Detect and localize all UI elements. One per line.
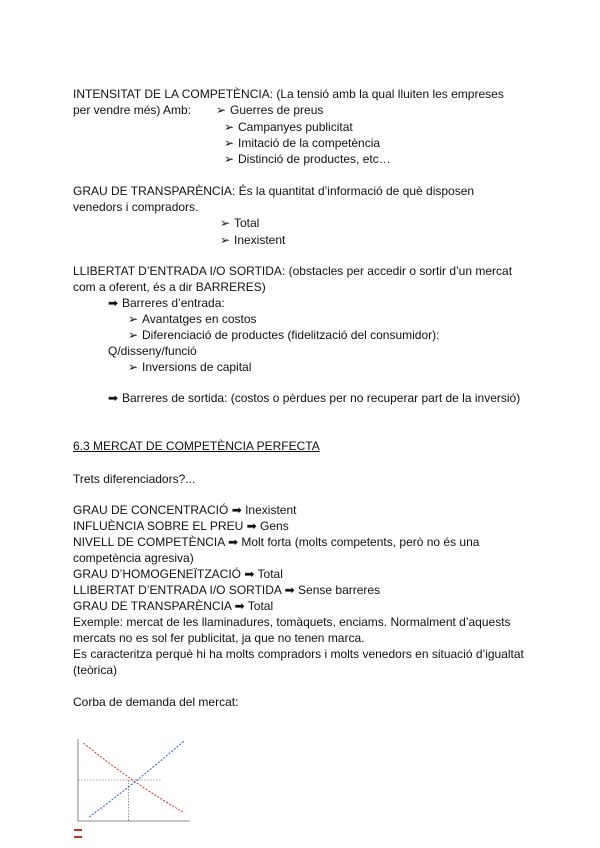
arrow-bullet-icon: ➢	[128, 312, 139, 326]
bullet-item-2: ➢ Campanyes publicitat	[224, 120, 353, 134]
trait-row: GRAU DE TRANSPARÈNCIA ➡ Total	[73, 599, 274, 613]
traits-intro: Trets diferenciadors?...	[73, 472, 196, 486]
supply-curve	[89, 741, 184, 817]
supply-demand-chart	[70, 735, 200, 845]
characterization-line2: (teòrica)	[73, 663, 118, 677]
transparency-line1: GRAU DE TRANSPARÈNCIA: És la quantitat d’informació de què disposen	[73, 184, 475, 198]
right-arrow-icon: ➡	[108, 391, 119, 405]
right-arrow-icon: ➡	[244, 567, 255, 581]
characterization-line1: Es caracteritza perquè hi ha molts compradors i molts venedors en situació d’igualtat	[73, 647, 524, 661]
entry-barriers: ➡ Barreres d’entrada:	[108, 296, 225, 310]
right-arrow-icon: ➡	[234, 599, 245, 613]
legend-swatch-supply	[74, 836, 82, 838]
bullet-total: ➢ Total	[220, 216, 260, 230]
right-arrow-icon: ➡	[284, 583, 295, 597]
right-arrow-icon: ➡	[227, 535, 238, 549]
bullet-item-1: ➢ Guerres de preus	[216, 103, 324, 117]
sub-item-costs: ➢ Avantatges en costos	[128, 312, 257, 326]
bullet-item-3: ➢ Imitació de la competència	[224, 136, 381, 150]
entry-exit-line1: LLIBERTAT D’ENTRADA I/O SORTIDA: (obstacles per accedir o sortir d’un mercat	[73, 264, 513, 278]
exit-barriers: ➡ Barreres de sortida: (costos o pèrdues per no recuperar part de la inversió)	[108, 391, 521, 405]
trait-row: NIVELL DE COMPETÈNCIA ➡ Molt forta (molts competents, però no és una	[73, 535, 480, 549]
transparency-line2: venedors i compradors.	[73, 200, 199, 214]
demand-curve-caption: Corba de demanda del mercat:	[73, 695, 239, 709]
example-line2: mercats no es sol fer publicitat, ja que no tenen marca.	[73, 631, 365, 645]
right-arrow-icon: ➡	[108, 296, 119, 310]
differentiation-continued: Q/disseny/funció	[108, 344, 197, 358]
sub-item-differentiation: ➢ Diferenciació de productes (fidelització del consumidor):	[128, 328, 440, 342]
section-heading: 6.3 MERCAT DE COMPETÈNCIA PERFECTA	[73, 439, 320, 453]
trait-row: LLIBERTAT D’ENTRADA I/O SORTIDA ➡ Sense barreres	[73, 583, 381, 597]
arrow-bullet-icon: ➢	[216, 103, 227, 117]
example-line1: Exemple: mercat de les llaminadures, tomàquets, enciams. Normalment d’aquests	[73, 615, 511, 629]
trait-row: GRAU D’HOMOGENEÏTZACIÓ ➡ Total	[73, 567, 283, 581]
competition-intensity-line1: INTENSITAT DE LA COMPETÈNCIA: (La tensió amb la qual lluiten les empreses	[73, 87, 504, 101]
competition-intensity-line2: per vendre més) Amb:	[73, 103, 192, 117]
arrow-bullet-icon: ➢	[128, 360, 139, 374]
trait-row: INFLUÈNCIA SOBRE EL PREU ➡ Gens	[73, 519, 289, 533]
arrow-bullet-icon: ➢	[220, 216, 231, 230]
trait-row-continued: competència agresiva)	[73, 551, 194, 565]
bullet-item-4: ➢ Distinció de productes, etc…	[224, 152, 391, 166]
bullet-inexistent: ➢ Inexistent	[220, 233, 286, 247]
entry-exit-line2: com a oferent, és a dir BARRERES)	[73, 280, 266, 294]
trait-row: GRAU DE CONCENTRACIÓ ➡ Inexistent	[73, 503, 297, 517]
right-arrow-icon: ➡	[246, 519, 257, 533]
arrow-bullet-icon: ➢	[224, 136, 235, 150]
arrow-bullet-icon: ➢	[128, 328, 139, 342]
arrow-bullet-icon: ➢	[224, 120, 235, 134]
right-arrow-icon: ➡	[231, 503, 242, 517]
sub-item-capital: ➢ Inversions de capital	[128, 360, 252, 374]
arrow-bullet-icon: ➢	[224, 152, 235, 166]
arrow-bullet-icon: ➢	[220, 233, 231, 247]
legend-swatch-demand	[74, 829, 82, 831]
